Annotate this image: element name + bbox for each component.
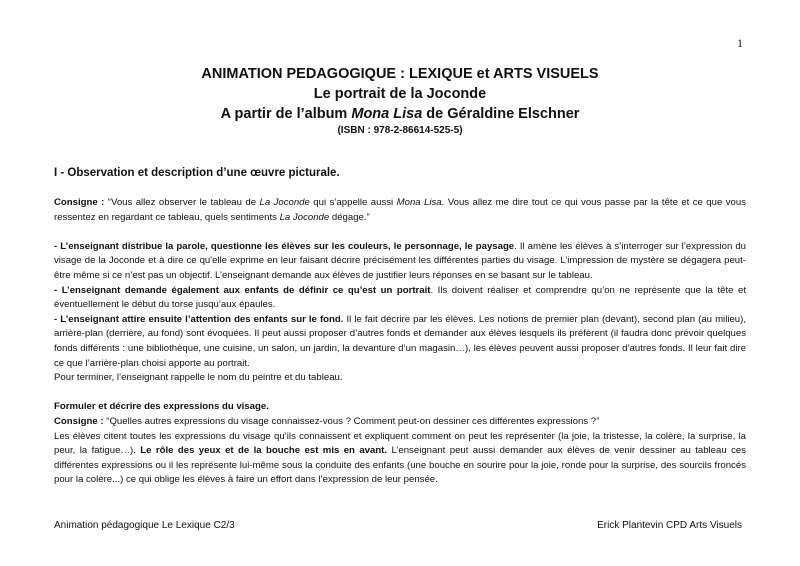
consigne-text: qui s’appelle aussi <box>309 197 397 208</box>
consigne-text: “Quelles autres expressions du visage connaissez-vous ? Comment peut-on dessiner ces différentes expressions ?” <box>103 415 600 427</box>
footer-left: Animation pédagogique Le Lexique C2/3 <box>54 520 235 531</box>
album-line <box>0 104 800 124</box>
paragraph-bold: Le rôle des yeux et de la bouche est mis en avant. <box>140 445 388 457</box>
paragraph-text: . Il amène les élèves à s’interroger sur l’expression du visage de la Joconde et à dire ce qu'elle exprime en leur faisant décrire précisément les différentes parties du visage. L’impression de mystère se dégagera peut-être même si ce n’est pas un objectif. L’enseignant demande aux élèves de justifier leurs réponses en se basant sur le tableau. <box>54 240 746 281</box>
consigne-paragraph <box>54 196 746 225</box>
consigne-label: Consigne : <box>54 415 104 427</box>
consigne-text: . Vous allez me dire tout ce qui vous passe par la tête et ce que vous ressentez en regardant ce tableau, quels sentiments <box>54 197 747 223</box>
main-content <box>54 166 746 488</box>
consigne-label: Consigne : <box>54 197 105 208</box>
paragraph-bold: - L’enseignant demande également aux enfants de définir ce qu’est un portrait <box>54 284 431 296</box>
document-subtitle: Le portrait de la Joconde <box>313 86 487 102</box>
paragraph-portrait <box>54 284 746 313</box>
section-heading-expressions <box>54 400 746 415</box>
page-number: 1 <box>737 36 743 50</box>
footer-right: Erick Plantevin CPD Arts Visuels <box>597 520 742 531</box>
paragraph-expressions <box>54 430 746 488</box>
expressions-heading: Formuler et décrire des expressions du visage. <box>54 401 269 413</box>
consigne-italic: La Joconde <box>279 211 330 223</box>
isbn: (ISBN : 978-2-86614-525-5) <box>337 125 463 136</box>
paragraph-bold: - L’enseignant distribue la parole, questionne les élèves sur les couleurs, le personnage, le paysage <box>54 240 515 252</box>
paragraph-bold: - L’enseignant attire ensuite l’attention des enfants sur le fond. <box>54 313 344 325</box>
album-prefix: A partir de l’album <box>220 106 352 122</box>
paragraph-text: Les élèves citent toutes les expressions du visage qu’ils connaissent et expliquent comment on peut les représenter (la joie, la tristesse, la colère, la surprise, la peur, la fatigue…). <box>54 430 746 457</box>
document-title: ANIMATION PEDAGOGIQUE : LEXIQUE et ARTS VISUELS <box>201 66 599 82</box>
consigne-italic: La Joconde <box>259 197 310 208</box>
paragraph-text: L’enseignant peut aussi demander aux élèves de venir dessiner au tableau ces différentes expressions ou il les représente lui-même sous la conduite des enfants (une bouche en sourire pour la joie, ronde pour la surprise, des sourcils froncés pour la colère...) ce qui oblige les élèves à faire un effort dans l’expression de leur pensée. <box>54 445 747 486</box>
paragraph-text: Il le fait décrire par les élèves. Les notions de premier plan (devant), second plan (au milieu), arrière-plan (derrière, au fond) sont évoquées. Il peut aussi proposer d’autres fonds et demander aux élèves lesquels ils préfèrent (il faudra donc prévoir quelques fonds différents : une bibliothèque, une cuisine, un salon, un jardin, la devanture d’un magasin…), les élèves peuvent aussi proposer d’autres fonds. Il leur fait dire ce que l’arrière-plan choisi apporte au portrait. <box>54 313 746 369</box>
consigne-expressions <box>54 415 746 430</box>
paragraph-terminer: Pour terminer, l’enseignant rappelle le nom du peintre et du tableau. <box>54 372 343 384</box>
paragraph-text: . Ils doivent réaliser et comprendre qu’on ne représente que la tête et éventuellement le début du torse jusqu’aux épaules. <box>54 284 746 311</box>
paragraph-fond <box>54 313 746 371</box>
section-heading-observation: I - Observation et description d’une œuvre picturale. <box>54 167 340 179</box>
album-suffix: de Géraldine Elschner <box>422 106 580 122</box>
consigne-text: dégage.” <box>329 211 370 223</box>
consigne-italic: Mona Lisa <box>396 197 442 208</box>
album-title: Mona Lisa <box>351 106 423 122</box>
consigne-text: “Vous allez observer le tableau de <box>104 197 260 208</box>
paragraph-distribue-parole <box>54 240 746 284</box>
title-block <box>0 64 800 138</box>
